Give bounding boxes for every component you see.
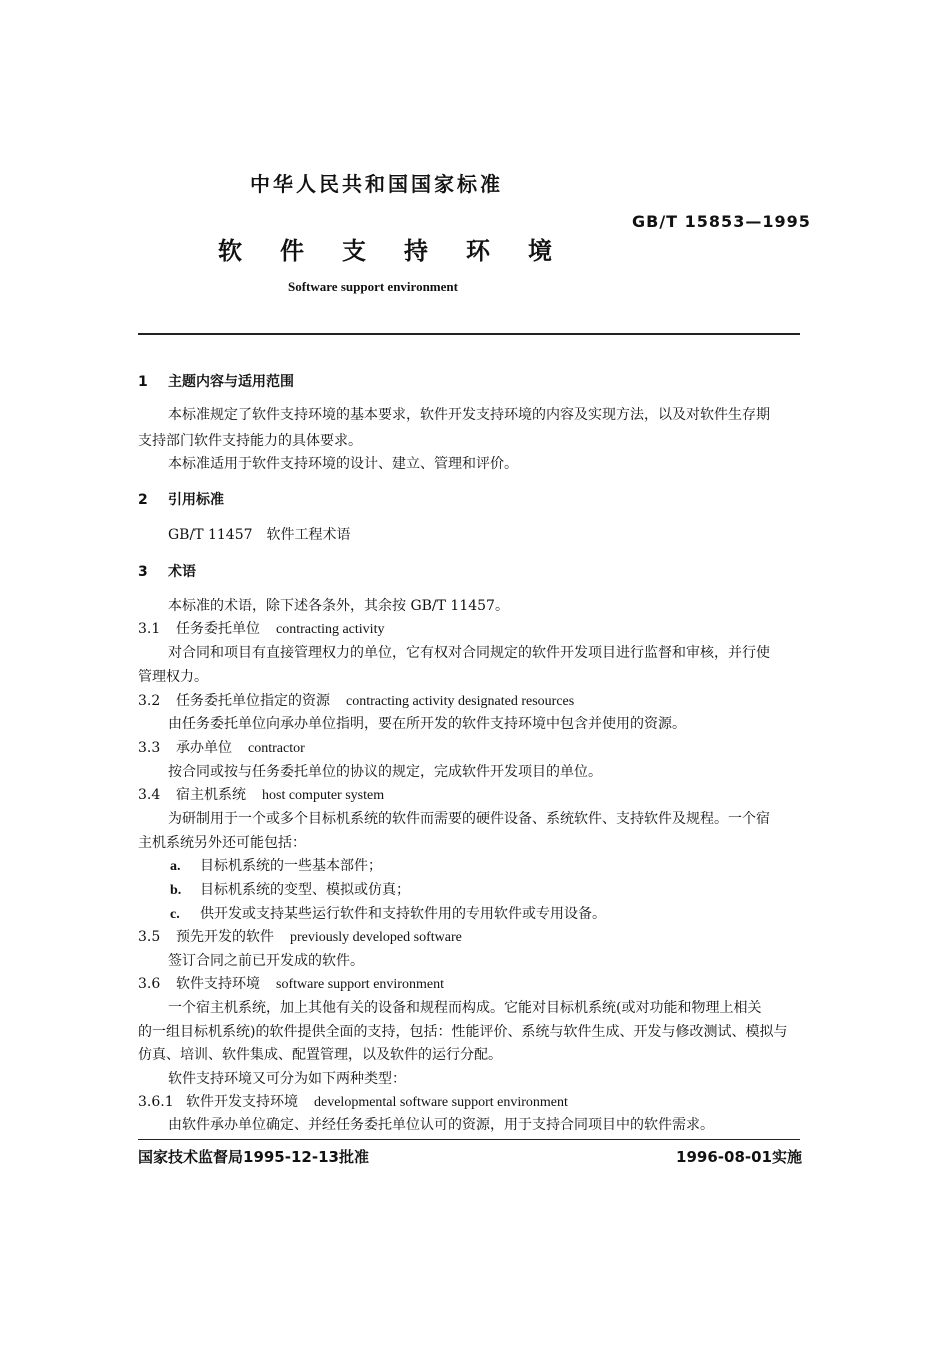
list-item bbox=[138, 880, 832, 901]
definition: 主机系统另外还可能包括： bbox=[138, 835, 306, 851]
term-cn: 预先开发的软件 bbox=[176, 929, 274, 945]
term-cn: 宿主机系统 bbox=[176, 787, 246, 803]
definition: 对合同和项目有直接管理权力的单位，它有权对合同规定的软件开发项目进行监督和审核，并行使 bbox=[168, 645, 770, 661]
term-cn: 软件开发支持环境 bbox=[186, 1094, 298, 1110]
section-title: 主题内容与适用范围 bbox=[168, 374, 294, 390]
term-3-1 bbox=[138, 619, 800, 640]
paragraph: 本标准的术语，除下述各条外，其余按 GB/T 11457。 bbox=[168, 598, 509, 614]
list-item bbox=[138, 856, 832, 877]
implementation-date: 1996-08-01实施 bbox=[676, 1148, 802, 1166]
term-cn: 软件支持环境 bbox=[176, 976, 260, 992]
term-number: 3.6.1 bbox=[138, 1094, 174, 1110]
term-3-4 bbox=[138, 785, 800, 806]
section-title: 引用标准 bbox=[168, 492, 224, 508]
term-en: software support environment bbox=[276, 977, 444, 992]
term-en: developmental software support environment bbox=[314, 1095, 568, 1110]
definition: 仿真、培训、软件集成、配置管理，以及软件的运行分配。 bbox=[138, 1047, 502, 1063]
definition: 软件支持环境又可分为如下两种类型： bbox=[168, 1071, 406, 1087]
term-en: contractor bbox=[248, 741, 305, 756]
section-3-heading bbox=[138, 562, 800, 582]
term-number: 3.1 bbox=[138, 621, 161, 637]
term-cn: 任务委托单位指定的资源 bbox=[176, 693, 330, 709]
section-title: 术语 bbox=[168, 564, 196, 580]
section-number: 3 bbox=[138, 564, 148, 580]
definition: 由任务委托单位向承办单位指明，要在所开发的软件支持环境中包含并使用的资源。 bbox=[168, 716, 686, 732]
definition: 签订合同之前已开发成的软件。 bbox=[168, 953, 364, 969]
section-number: 2 bbox=[138, 492, 148, 508]
term-number: 3.6 bbox=[138, 976, 161, 992]
term-en: contracting activity bbox=[276, 622, 385, 637]
term-en: previously developed software bbox=[290, 930, 462, 945]
term-3-2 bbox=[138, 691, 800, 712]
national-standard-heading: 中华人民共和国国家标准 bbox=[250, 172, 503, 196]
reference-entry: GB/T 11457 软件工程术语 bbox=[168, 527, 351, 543]
term-3-5 bbox=[138, 927, 800, 948]
term-3-6-1 bbox=[138, 1092, 800, 1113]
term-number: 3.3 bbox=[138, 740, 161, 756]
list-label: a. bbox=[170, 859, 181, 874]
paragraph: 支持部门软件支持能力的具体要求。 bbox=[138, 433, 362, 449]
standard-code: GB/T 15853—1995 bbox=[632, 212, 811, 231]
term-number: 3.4 bbox=[138, 787, 161, 803]
definition: 的一组目标机系统)的软件提供全面的支持，包括：性能评价、系统与软件生成、开发与修改测试、模拟与 bbox=[138, 1024, 788, 1040]
document-title-cn: 软件支持环境 bbox=[218, 237, 590, 265]
term-en: contracting activity designated resources bbox=[346, 694, 575, 709]
paragraph: 本标准适用于软件支持环境的设计、建立、管理和评价。 bbox=[168, 456, 518, 472]
term-cn: 任务委托单位 bbox=[176, 621, 260, 637]
list-text: 目标机系统的变型、模拟或仿真； bbox=[200, 882, 410, 898]
approval-date: 国家技术监督局1995-12-13批准 bbox=[138, 1148, 369, 1166]
list-text: 供开发或支持某些运行软件和支持软件用的专用软件或专用设备。 bbox=[200, 906, 606, 922]
definition: 为研制用于一个或多个目标机系统的软件而需要的硬件设备、系统软件、支持软件及规程。一个宿 bbox=[168, 811, 770, 827]
term-number: 3.2 bbox=[138, 693, 161, 709]
definition: 按合同或按与任务委托单位的协议的规定，完成软件开发项目的单位。 bbox=[168, 764, 602, 780]
section-1-heading bbox=[138, 372, 800, 392]
term-number: 3.5 bbox=[138, 929, 161, 945]
paragraph: 本标准规定了软件支持环境的基本要求，软件开发支持环境的内容及实现方法，以及对软件生存期 bbox=[168, 407, 770, 423]
document-title-en: Software support environment bbox=[288, 279, 458, 294]
section-number: 1 bbox=[138, 374, 148, 390]
footer-divider bbox=[138, 1139, 800, 1140]
section-2-heading bbox=[138, 490, 800, 510]
list-label: b. bbox=[170, 883, 182, 898]
list-label: c. bbox=[170, 907, 180, 922]
list-text: 目标机系统的一些基本部件； bbox=[200, 858, 382, 874]
term-en: host computer system bbox=[262, 788, 385, 803]
list-item bbox=[138, 904, 832, 925]
definition: 管理权力。 bbox=[138, 669, 208, 685]
definition: 一个宿主机系统，加上其他有关的设备和规程而构成。它能对目标机系统(或对功能和物理上相关 bbox=[168, 1000, 762, 1016]
term-3-3 bbox=[138, 738, 800, 759]
header-divider bbox=[138, 333, 800, 335]
term-cn: 承办单位 bbox=[176, 740, 232, 756]
term-3-6 bbox=[138, 974, 800, 995]
definition: 由软件承办单位确定、并经任务委托单位认可的资源，用于支持合同项目中的软件需求。 bbox=[168, 1117, 714, 1133]
